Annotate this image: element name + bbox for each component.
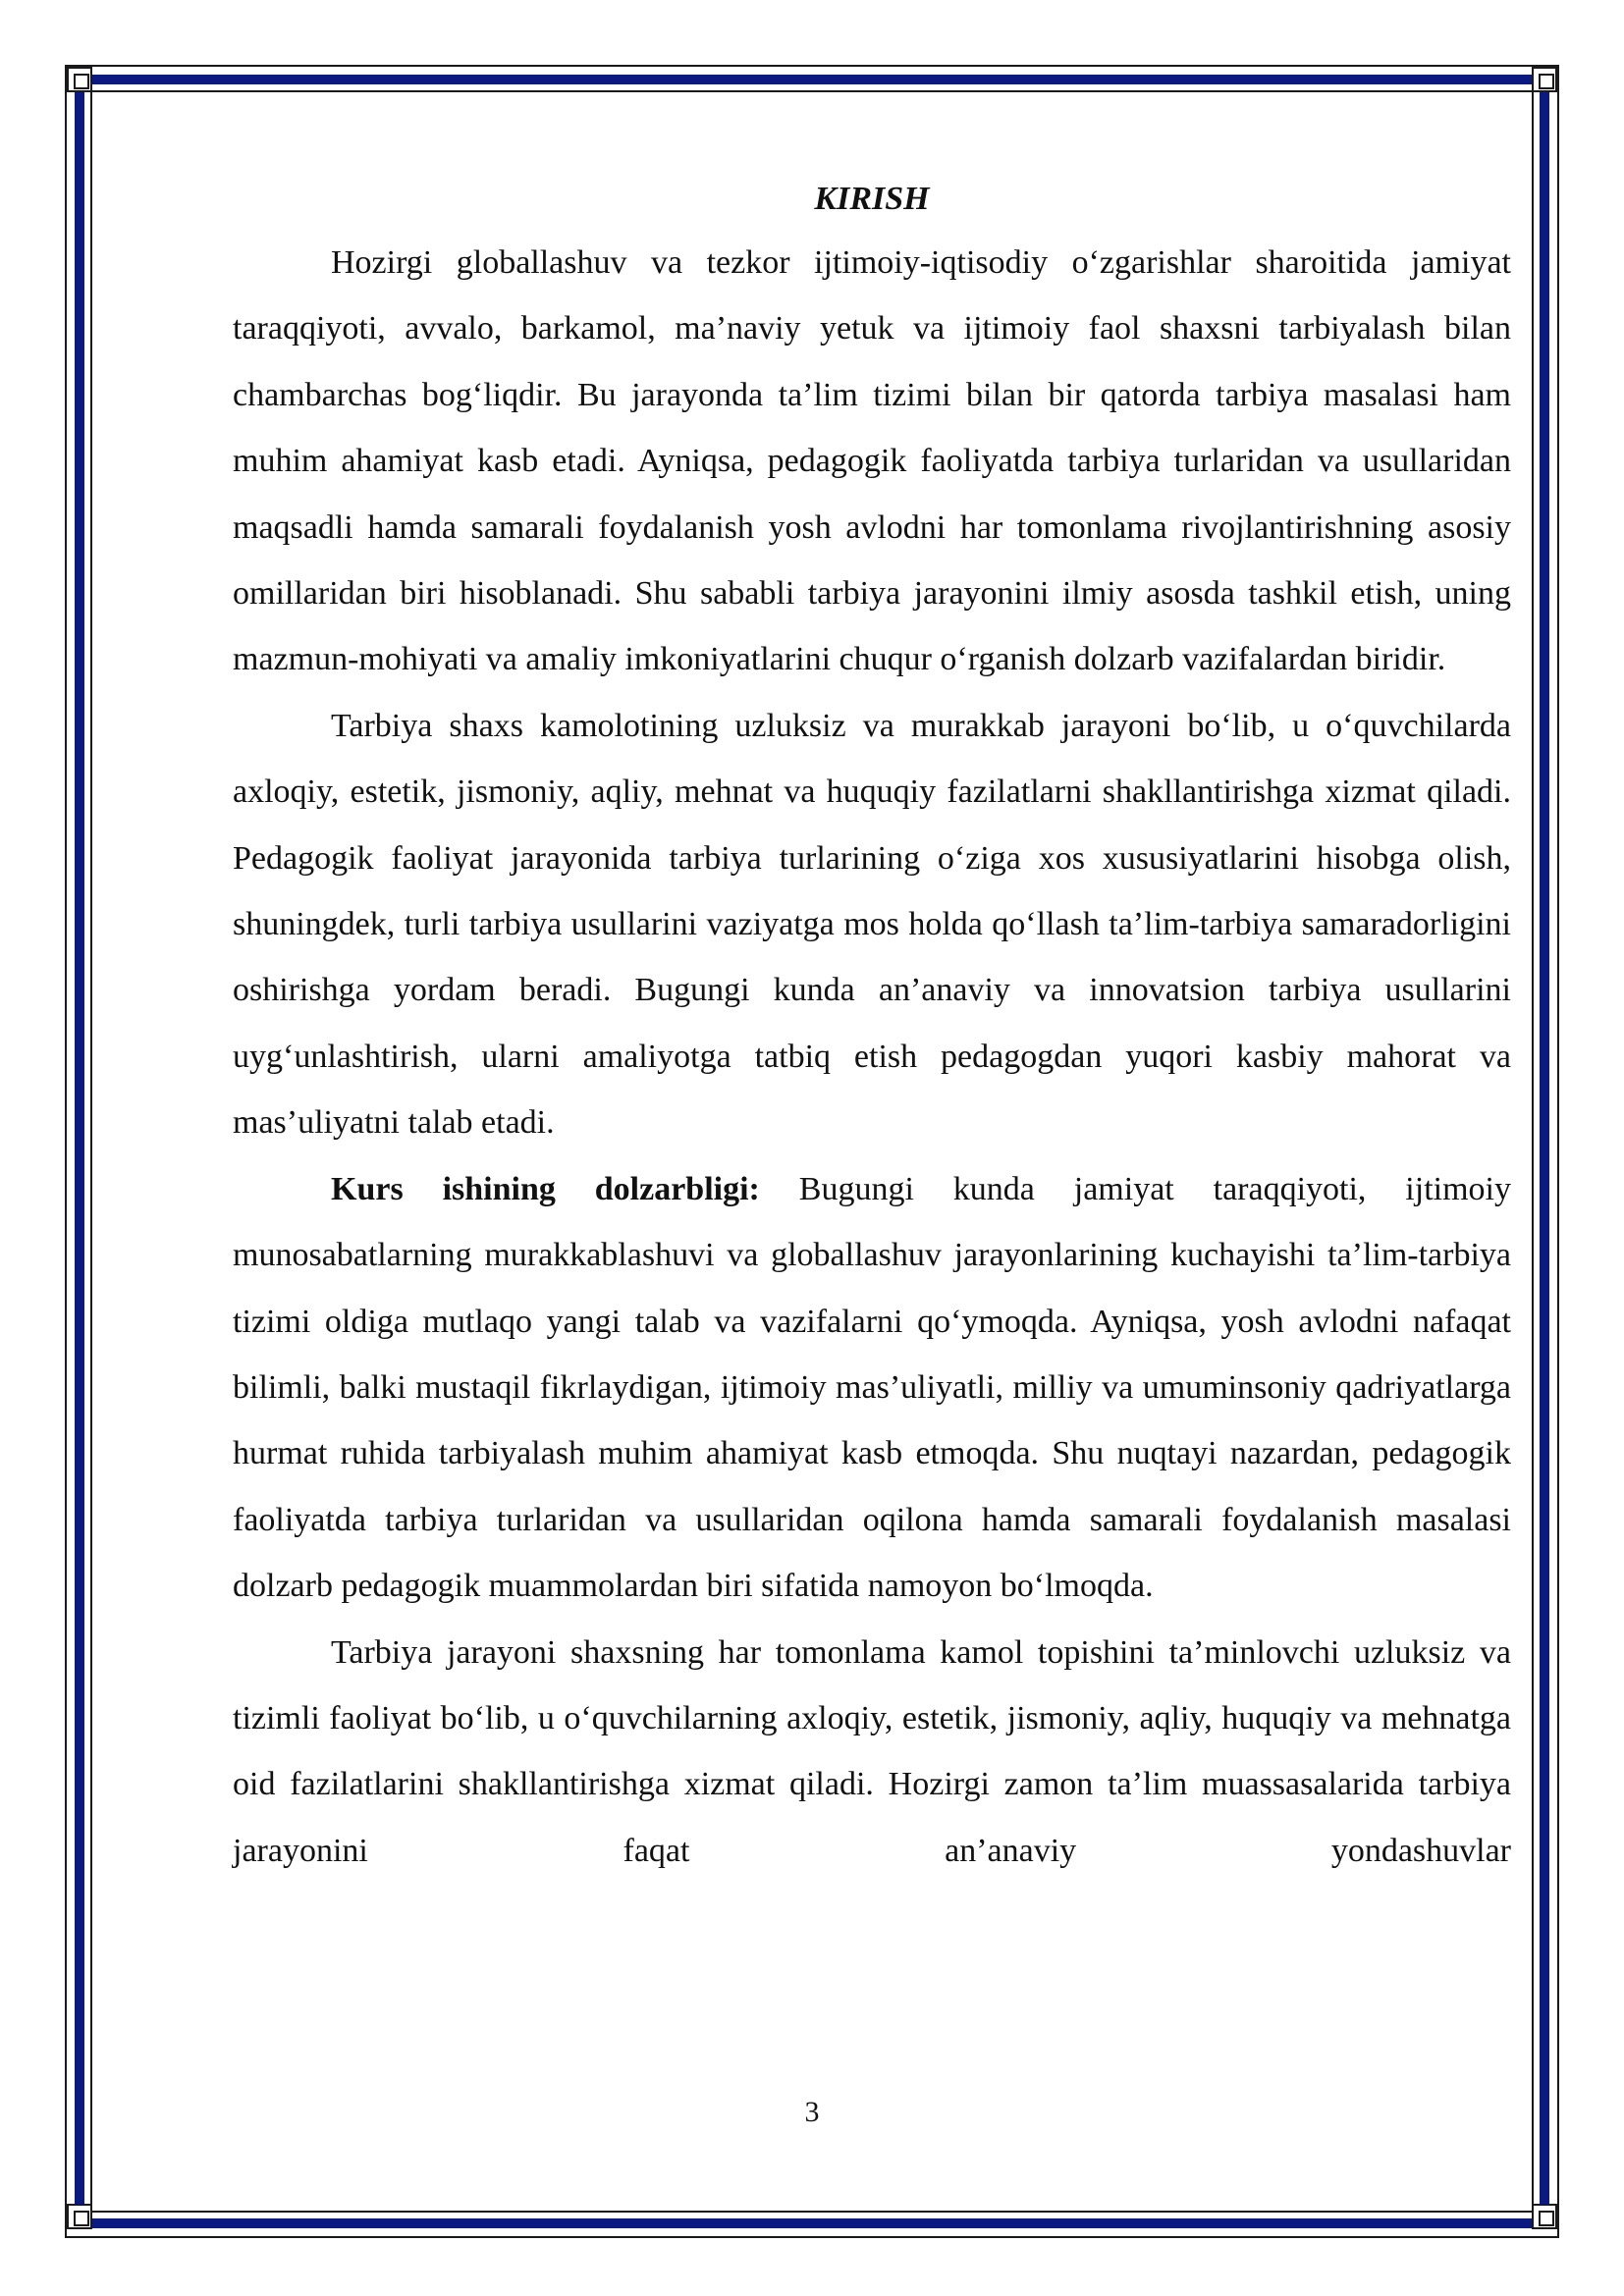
corner-ornament-icon — [67, 67, 92, 92]
page-number: 3 — [804, 2096, 820, 2128]
paragraph-text: Hozirgi globallashuv va tezkor ijtimoiy-iqtisodiy o‘zgarishlar sharoitida jamiyat taraqqiyoti, avvalo, barkamol, ma’naviy yetuk va ijtimoiy faol shaxsni tarbiyalash bilan chambarchas bog‘liqdir. Bu jarayonda ta’lim tizimi bilan bir qatorda tarbiya masalasi ham muhim ahamiyat kasb etadi. Ayniqsa, pedagogik faoliyatda tarbiya turlaridan va usullaridan maqsadli hamda samarali foydalanish yosh avlodni har tomonlama rivojlantirishning asosiy omillaridan biri hisoblanadi. Shu sababli tarbiya jarayonini ilmiy asosda tashkil etish, uning mazmun-mohiyati va amaliy imkoniyatlarini chuqur o‘rganish dolzarb vazifalardan biridir. — [233, 244, 1511, 678]
corner-ornament-icon — [67, 2204, 92, 2229]
page-title: KIRISH — [814, 181, 930, 217]
document-body — [233, 169, 1511, 1884]
paragraph-text: Bugungi kunda jamiyat taraqqiyoti, ijtimoiy munosabatlarning murakkablashuvi va globallashuv jarayonlarining kuchayishi ta’lim-tarbiya tizimi oldiga mutlaqo yangi talab va vazifalarni qo‘ymoqda. Ayniqsa, yosh avlodni nafaqat bilimli, balki mustaqil fikrlaydigan, ijtimoiy mas’uliyatli, milliy va umuminsoniy qadriyatlarga hurmat ruhida tarbiyalash muhim ahamiyat kasb etmoqda. Shu nuqtayi nazardan, pedagogik faoliyatda tarbiya turlaridan va usullaridan oqilona hamda samarali foydalanish masalasi dolzarb pedagogik muammolardan biri sifatida namoyon bo‘lmoqda. — [233, 1170, 1511, 1605]
corner-ornament-icon — [1532, 67, 1557, 92]
paragraph — [233, 1620, 1511, 1885]
corner-ornament-icon — [1532, 2204, 1557, 2229]
paragraph-text: Tarbiya jarayoni shaxsning har tomonlama kamol topishini ta’minlovchi uzluksiz va tizimli faoliyat bo‘lib, u o‘quvchilarning axloqiy, estetik, jismoniy, aqliy, huquqiy va mehnatga oid fazilatlarini shakllantirishga xizmat qiladi. Hozirgi zamon ta’lim muassasalarida tarbiya jarayonini faqat an’anaviy yondashuvlar — [233, 1633, 1511, 1869]
paragraph-text: Tarbiya shaxs kamolotining uzluksiz va murakkab jarayoni bo‘lib, u o‘quvchilarda axloqiy, estetik, jismoniy, aqliy, mehnat va huquqiy fazilatlarni shakllantirishga xizmat qiladi. Pedagogik faoliyat jarayonida tarbiya turlarining o‘ziga xos xususiyatlarini hisobga olish, shuningdek, turli tarbiya usullarini vaziyatga mos holda qo‘llash ta’lim-tarbiya samaradorligini oshirishga yordam beradi. Bugungi kunda an’anaviy va innovatsion tarbiya usullarini uyg‘unlashtirish, ularni amaliyotga tatbiq etish pedagogdan yuqori kasbiy mahorat va mas’uliyatni talab etadi. — [233, 707, 1511, 1142]
paragraph — [233, 693, 1511, 1156]
paragraph — [233, 230, 1511, 693]
paragraph-lead: Kurs ishining dolzarbligi: — [331, 1170, 760, 1207]
paragraph — [233, 1156, 1511, 1620]
